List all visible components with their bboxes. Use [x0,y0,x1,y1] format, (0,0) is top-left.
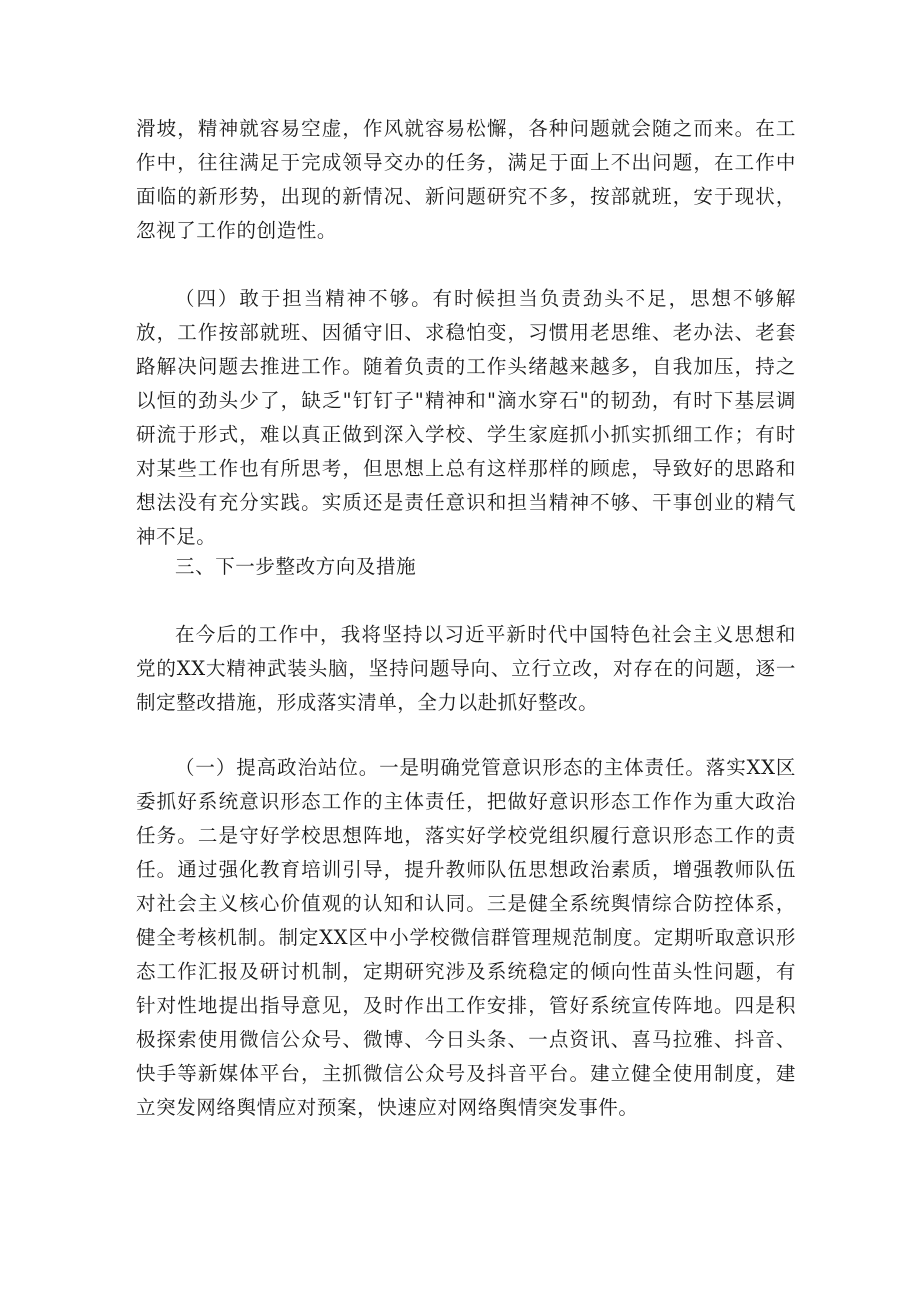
paragraph-intro: 在今后的工作中，我将坚持以习近平新时代中国特色社会主义思想和党的XX大精神武装头脑，坚持问题导向、立行立改，对存在的问题，逐一制定整改措施，形成落实清单，全力以赴抓好整改。 [136,623,796,714]
paragraph-section-four: （四）敢于担当精神不够。有时候担当负责劲头不足，思想不够解放，工作按部就班、因循守旧、求稳怕变，习惯用老思维、老办法、老套路解决问题去推进工作。随着负责的工作头绪越来越多，自我加压，持之以恒的劲头少了，缺乏"钉钉子"精神和"滴水穿石"的韧劲，有时下基层调研流于形式，难以真正做到深入学校、学生家庭抓小抓实抓细工作；有时对某些工作也有所思考，但思想上总有这样那样的顾虑，导致好的思路和想法没有充分实践。实质还是责任意识和担当精神不够、干事创业的精气神不足。 [136,287,796,548]
paragraph-continuation: 滑坡，精神就容易空虚，作风就容易松懈，各种问题就会随之而来。在工作中，往往满足于完成领导交办的任务，满足于面上不出问题，在工作中面临的新形势，出现的新情况、新问题研究不多，按部就班，安于现状，忽视了工作的创造性。 [136,117,796,242]
section-heading-three: 三、下一步整改方向及措施 [175,555,417,578]
paragraph-item-one: （一）提高政治站位。一是明确党管意识形态的主体责任。落实XX区委抓好系统意识形态工作的主体责任，把做好意识形态工作作为重大政治任务。二是守好学校思想阵地，落实好学校党组织履行意识形态工作的责任。通过强化教育培训引导，提升教师队伍思想政治素质，增强教师队伍对社会主义核心价值观的认知和认同。三是健全系统舆情综合防控体系，健全考核机制。制定XX区中小学校微信群管理规范制度。定期听取意识形态工作汇报及研讨机制，定期研究涉及系统稳定的倾向性苗头性问题，有针对性地提出指导意见，及时作出工作安排，管好系统宣传阵地。四是积极探索使用微信公众号、微博、今日头条、一点资讯、喜马拉雅、抖音、快手等新媒体平台，主抓微信公众号及抖音平台。建立健全使用制度，建立突发网络舆情应对预案，快速应对网络舆情突发事件。 [136,756,796,1119]
